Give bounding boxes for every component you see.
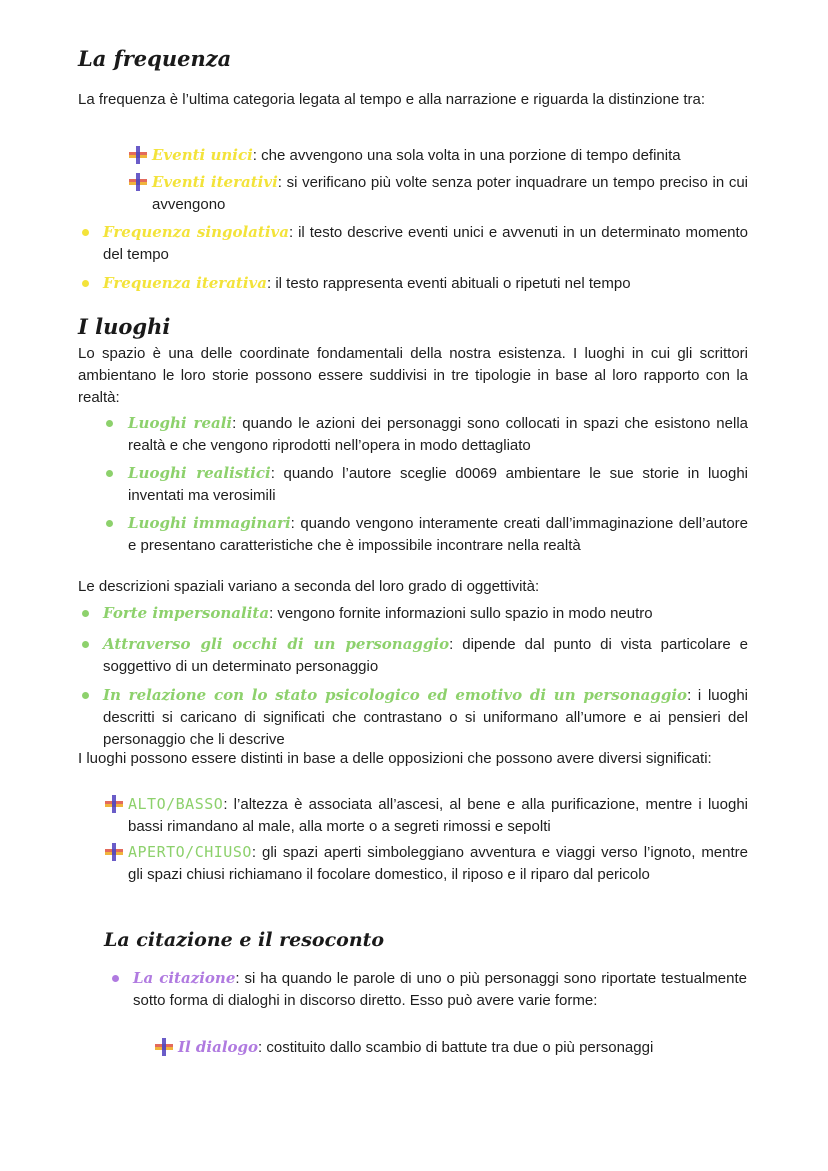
term-stato-psicologico: In relazione con lo stato psicologico ed emotivo di un personaggio: [103, 686, 688, 704]
term-luoghi-immaginari: Luoghi immaginari: [128, 514, 291, 532]
text-eventi-iterativi: : si verificano più volte senza poter inquadrare un tempo preciso in cui avvengono: [152, 174, 748, 213]
bullet-dot-icon: [106, 470, 113, 477]
term-il-dialogo: Il dialogo: [178, 1038, 259, 1056]
text-luoghi-immaginari: : quando vengono interamente creati dall’immaginazione dell’autore e presentano caratteristiche che è impossibile incontrare nella realtà: [128, 515, 748, 554]
list-item-forte-impersonalita: [82, 602, 748, 625]
list-item-eventi-iterativi: [128, 171, 748, 216]
bullet-dot-icon: [106, 420, 113, 427]
text-aperto-chiuso: : gli spazi aperti simboleggiano avventura e viaggi verso l’ignoto, mentre gli spazi chiusi richiamano il focolare domestico, il riposo e il riparo dal pericolo: [128, 844, 748, 883]
list-item-eventi-unici: [128, 144, 748, 167]
bullet-dot-icon: [106, 520, 113, 527]
bullet-dot-icon: [82, 641, 89, 648]
cross-bullet-icon: [154, 1037, 174, 1057]
term-attraverso-gli-occhi: Attraverso gli occhi di un personaggio: [103, 635, 450, 653]
term-forte-impersonalita: Forte impersonalita: [103, 604, 270, 622]
text-frequenza-iterativa: : il testo rappresenta eventi abituali o ripetuti nel tempo: [267, 275, 631, 292]
list-item-frequenza-iterativa: [82, 272, 748, 295]
term-eventi-unici: Eventi unici: [152, 146, 253, 164]
term-alto-basso: ALTO/BASSO: [128, 795, 224, 813]
list-item-aperto-chiuso: [104, 841, 748, 886]
text-luoghi-reali: : quando le azioni dei personaggi sono collocati in spazi che esistono nella realtà e che vengono riprodotti nell’opera in modo dettagliato: [128, 415, 748, 454]
paragraph-frequenza-intro: La frequenza è l’ultima categoria legata al tempo e alla narrazione e riguarda la distinzione tra:: [78, 91, 706, 108]
bullet-dot-icon: [112, 975, 119, 982]
list-item-alto-basso: [104, 793, 748, 838]
term-luoghi-reali: Luoghi reali: [128, 414, 233, 432]
list-item-la-citazione: [112, 967, 748, 1012]
term-la-citazione: La citazione: [133, 969, 236, 987]
heading-i-luoghi: I luoghi: [78, 314, 171, 339]
cross-bullet-icon: [104, 842, 124, 862]
heading-la-frequenza: La frequenza: [78, 46, 232, 71]
paragraph-opposizioni-intro: I luoghi possono essere distinti in base a delle opposizioni che possono avere diversi significati:: [78, 750, 712, 767]
text-il-dialogo: : costituito dallo scambio di battute tra due o più personaggi: [258, 1039, 654, 1056]
text-stato-psicologico: : i luoghi descritti si caricano di significati che contrastano o si uniformano all’umore e ai pensieri del personaggio che li descrive: [103, 687, 748, 748]
bullet-dot-icon: [82, 692, 89, 699]
text-forte-impersonalita: : vengono fornite informazioni sullo spazio in modo neutro: [269, 605, 653, 622]
text-alto-basso: : l’altezza è associata all’ascesi, al bene e alla purificazione, mentre i luoghi bassi rimandano al male, alla morte o a segreti rimossi e sepolti: [128, 796, 748, 835]
cross-bullet-icon: [104, 794, 124, 814]
term-frequenza-singolativa: Frequenza singolativa: [103, 223, 289, 241]
text-eventi-unici: : che avvengono una sola volta in una porzione di tempo definita: [252, 147, 681, 164]
paragraph-descrizioni-intro: Le descrizioni spaziali variano a seconda del loro grado di oggettività:: [78, 578, 540, 595]
term-aperto-chiuso: APERTO/CHIUSO: [128, 843, 252, 861]
list-item-attraverso-gli-occhi: [82, 633, 748, 678]
heading-citazione-resoconto: La citazione e il resoconto: [104, 929, 385, 951]
paragraph-luoghi-intro: Lo spazio è una delle coordinate fondamentali della nostra esistenza. I luoghi in cui gli scrittori ambientano le loro storie possono essere suddivisi in tre tipologie in base al loro rapporto con la realtà:: [78, 345, 748, 406]
list-item-il-dialogo: [154, 1036, 748, 1059]
bullet-dot-icon: [82, 280, 89, 287]
text-la-citazione: : si ha quando le parole di uno o più personaggi sono riportate testualmente sotto forma di dialoghi in discorso diretto. Esso può avere varie forme:: [133, 970, 748, 1009]
term-frequenza-iterativa: Frequenza iterativa: [103, 274, 267, 292]
list-item-stato-psicologico: [82, 684, 748, 751]
text-frequenza-singolativa: : il testo descrive eventi unici e avvenuti in un determinato momento del tempo: [103, 224, 749, 263]
list-item-luoghi-immaginari: [106, 512, 748, 557]
term-eventi-iterativi: Eventi iterativi: [152, 173, 278, 191]
list-item-luoghi-realistici: [106, 462, 748, 507]
list-item-frequenza-singolativa: [82, 221, 748, 266]
cross-bullet-icon: [128, 172, 148, 192]
text-luoghi-realistici: : quando l’autore sceglie d0069 ambientare le sue storie in luoghi inventati ma verosimili: [128, 465, 748, 504]
term-luoghi-realistici: Luoghi realistici: [128, 464, 271, 482]
text-attraverso-gli-occhi: : dipende dal punto di vista particolare e soggettivo di un determinato personaggio: [103, 636, 748, 675]
cross-bullet-icon: [128, 145, 148, 165]
bullet-dot-icon: [82, 229, 89, 236]
list-item-luoghi-reali: [106, 412, 748, 457]
bullet-dot-icon: [82, 610, 89, 617]
